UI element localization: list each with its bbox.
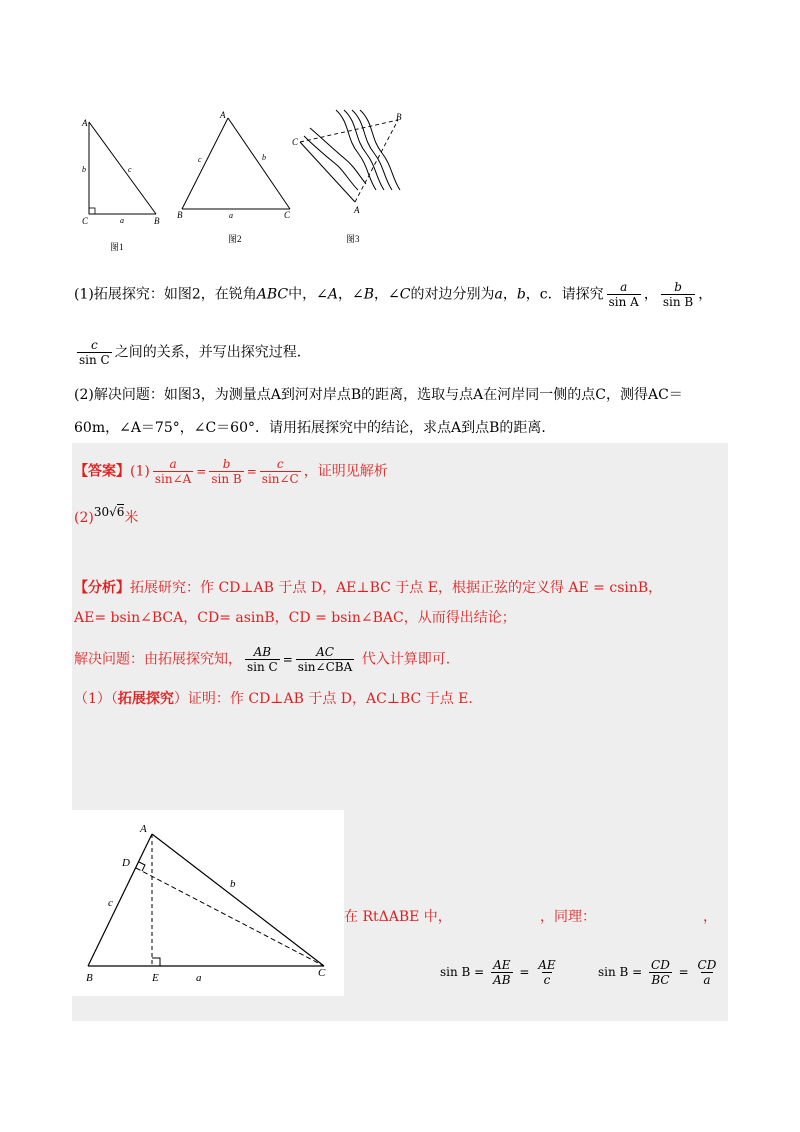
answer-frac-b: $\frac{b}{\text{sin B}}$ bbox=[211, 457, 242, 486]
answer-frac-a: $\frac{a}{\sin\angle A}$ bbox=[154, 457, 192, 486]
figure-1 bbox=[72, 112, 167, 252]
question-2-line-1: (2)解决问题：如图3，为测量点A到河对岸点B的距离，选取与点A在河岸同一侧的点C，测得AC＝ bbox=[74, 387, 683, 403]
fig4-label-E: E bbox=[152, 972, 159, 984]
answer-frac-c: $\frac{c}{\sin\angle C}$ bbox=[261, 457, 299, 486]
fig4-label-A: A bbox=[140, 823, 147, 835]
fig1-label-b: b bbox=[82, 165, 86, 174]
figure-3 bbox=[288, 108, 418, 248]
fig2-label-C: C bbox=[284, 210, 291, 220]
figure-2 bbox=[172, 108, 297, 248]
analysis-frac-ac: $\frac{AC}{\text{sin∠CBA}}$ bbox=[297, 645, 353, 674]
fig1-label-A: A bbox=[82, 118, 88, 128]
fig1-label-c: c bbox=[128, 165, 132, 174]
question-1-line-2: $\frac{c}{\text{sin C}}$ 之间的关系，并写出探究过程． bbox=[79, 338, 311, 367]
analysis-line-2: AE= bsin∠BCA，CD= asinB，CD = bsin∠BAC，从而得出结论； bbox=[74, 610, 516, 626]
fig4-label-c: c bbox=[108, 897, 113, 909]
fraction-a-over-sinA: $\frac{a}{\text{sin A}}$ bbox=[608, 280, 639, 309]
analysis-line-1: 【分析】拓展研究：作 CD⊥AB 于点 D，AE⊥BC 于点 E，根据正弦的定义得 AE = csinB， bbox=[74, 580, 663, 596]
fig4-label-D: D bbox=[122, 857, 130, 869]
answer-line-2: (2)30√6米 bbox=[74, 505, 139, 526]
fig3-label-A: A bbox=[354, 205, 360, 215]
analysis-frac-ab: $\frac{AB}{\text{sin C}}$ bbox=[247, 645, 278, 674]
analysis-label: 【分析】 bbox=[74, 580, 130, 596]
fig2-label-B: B bbox=[177, 210, 183, 220]
fig2-label-a: a bbox=[229, 211, 233, 220]
question-2-line-2: 60m，∠A＝75°，∠C＝60°．请用拓展探究中的结论，求点A到点B的距离． bbox=[74, 420, 556, 436]
fig2-label-b: b bbox=[262, 153, 266, 162]
fraction-b-over-sinB: $\frac{b}{\text{sin B}}$ bbox=[662, 280, 694, 309]
answer-line-1: 【答案】(1) $\frac{a}{\sin\angle A}$ = $\frac{b}{\text{sin B}}$ = $\frac{c}{\sin\angle C}$ ，证明见解析 bbox=[74, 457, 388, 486]
fig1-caption: 图1 bbox=[110, 242, 124, 252]
analysis-line-3: 解决问题：由拓展探究知， $\frac{AB}{\text{sin C}}$ = $\frac{AC}{\text{sin∠CBA}}$ 代入计算即可. bbox=[74, 645, 451, 674]
fig2-label-c: c bbox=[198, 155, 202, 164]
proof-same: ，同理： bbox=[540, 909, 596, 925]
fig3-label-B: B bbox=[396, 112, 402, 122]
proof-sinB-eq-2: sin B = $\frac{CD}{BC}$ = $\frac{CD}{a}$ bbox=[598, 958, 717, 987]
fig3-caption: 图3 bbox=[346, 234, 360, 244]
proof-sinB-eq-1: sin B = $\frac{AE}{AB}$ = $\frac{AE}{c}$ bbox=[440, 958, 556, 987]
fig1-label-C: C bbox=[82, 216, 89, 226]
fig4-label-B: B bbox=[86, 972, 93, 984]
fig4-label-a: a bbox=[196, 972, 202, 984]
fig1-label-B: B bbox=[154, 216, 160, 226]
figure-4 bbox=[72, 810, 344, 996]
fig4-label-C: C bbox=[318, 967, 326, 979]
fig3-label-C: C bbox=[292, 137, 299, 147]
proof-end-comma: ， bbox=[703, 909, 717, 925]
fig2-label-A: A bbox=[220, 110, 226, 120]
fraction-c-over-sinC: $\frac{c}{\text{sin C}}$ bbox=[79, 338, 110, 367]
answer-label: 【答案】 bbox=[74, 463, 130, 480]
fig2-caption: 图2 bbox=[228, 234, 242, 244]
question-1-line-1: (1)拓展探究：如图2，在锐角ABC中，∠A，∠B，∠C的对边分别为a，b，c．请探究 $\frac{a}{\text{sin A}}$ ， $\frac{b}{\text{sin B}}$ ， bbox=[74, 280, 713, 309]
fig4-label-b: b bbox=[230, 878, 236, 890]
proof-in-rt: 在 RtΔABE 中， bbox=[344, 909, 452, 925]
analysis-line-4: （1）（拓展探究）证明：作 CD⊥AB 于点 D，AC⊥BC 于点 E. bbox=[74, 691, 473, 707]
fig1-label-a: a bbox=[120, 216, 124, 225]
